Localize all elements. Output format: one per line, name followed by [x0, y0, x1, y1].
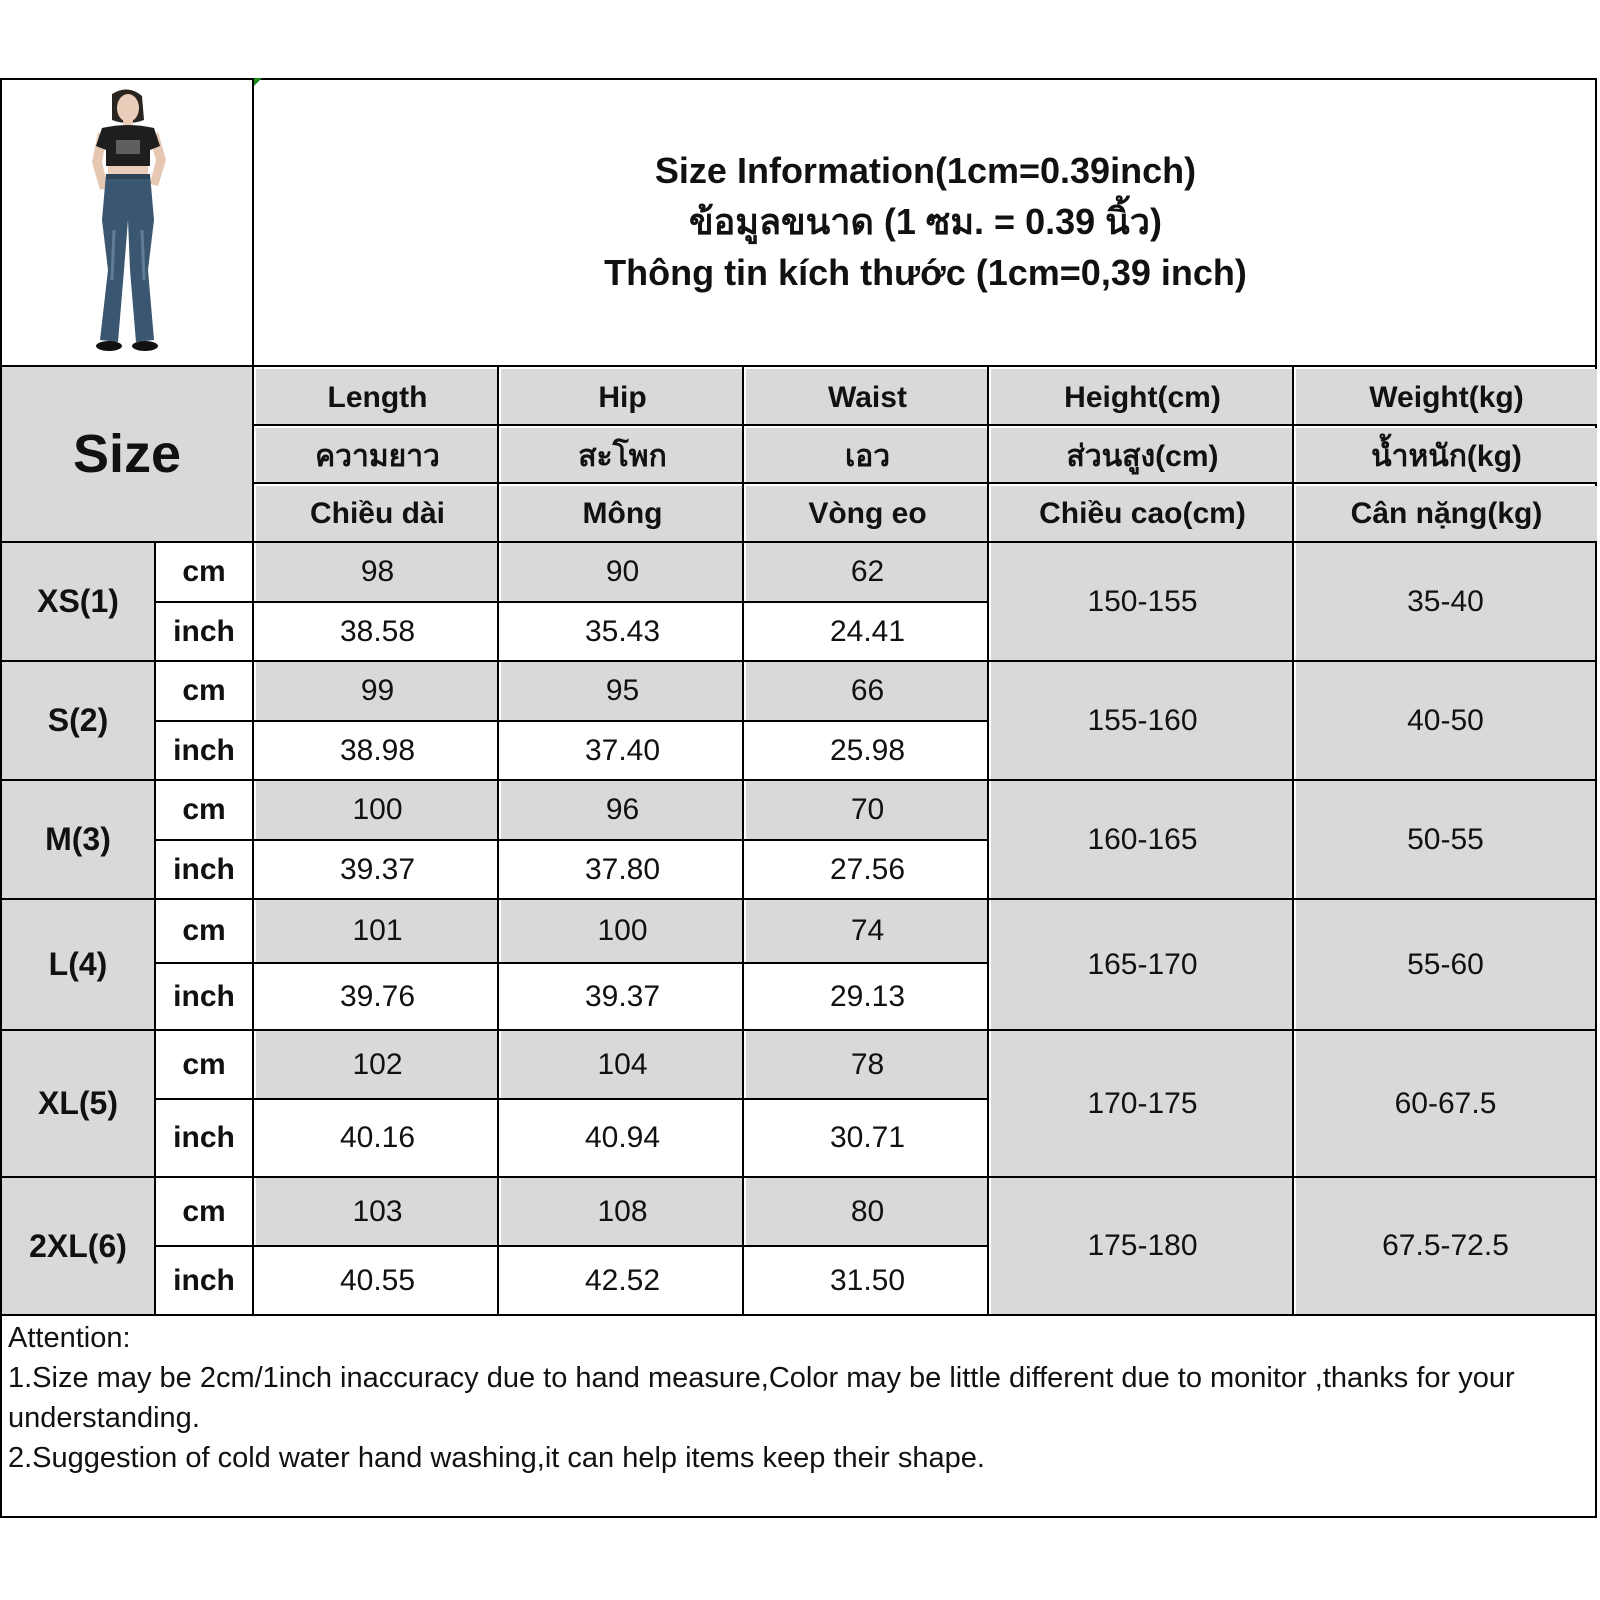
unit-inch: inch	[173, 852, 235, 886]
grid-hline	[154, 1098, 989, 1100]
column-header-en: Hip	[501, 369, 744, 426]
height-range: 175-180	[991, 1178, 1294, 1314]
grid-vline	[742, 365, 744, 1316]
cm-value: 70	[746, 781, 989, 839]
attention-notes	[8, 1318, 1578, 1478]
grid-vline	[1292, 365, 1294, 1316]
column-header-th: น้ำหนัก(kg)	[1296, 428, 1597, 484]
column-header-vi: Vòng eo	[746, 486, 989, 541]
unit-cm: cm	[182, 1194, 226, 1228]
inch-value: 40.55	[339, 1263, 416, 1297]
notes-line-2: 2.Suggestion of cold water hand washing,it can help items keep their shape.	[8, 1442, 985, 1474]
unit-inch: inch	[173, 1263, 235, 1297]
weight-range: 35-40	[1296, 543, 1595, 660]
grid-hline	[254, 424, 1597, 426]
grid-hline	[154, 1245, 989, 1247]
model-figure-image	[2, 80, 252, 364]
height-range: 150-155	[991, 543, 1294, 660]
column-header-th: เอว	[746, 428, 989, 484]
cm-value: 104	[501, 1031, 744, 1098]
column-header-vi: Chiều cao(cm)	[991, 486, 1294, 541]
title-vietnamese: Thông tin kích thước (1cm=0,39 inch)	[604, 251, 1247, 293]
column-header-vi: Chiều dài	[256, 486, 499, 541]
cm-value: 101	[256, 900, 499, 962]
inch-value: 38.98	[339, 733, 416, 767]
size-label: S(2)	[2, 662, 154, 779]
column-header-vi: Mông	[501, 486, 744, 541]
grid-hline	[154, 720, 989, 722]
inch-value: 39.37	[584, 979, 661, 1013]
weight-range: 40-50	[1296, 662, 1595, 779]
unit-cm: cm	[182, 555, 226, 588]
cm-value: 90	[501, 543, 744, 601]
title-thai: ข้อมูลขนาด (1 ซม. = 0.39 นิ้ว)	[689, 200, 1162, 242]
inch-value: 25.98	[829, 733, 906, 767]
cm-value: 102	[256, 1031, 499, 1098]
inch-value: 24.41	[829, 614, 906, 648]
unit-inch: inch	[173, 979, 235, 1013]
grid-hline	[0, 1314, 1597, 1316]
notes-line-1: 1.Size may be 2cm/1inch inaccuracy due to hand measure,Color may be little different due to monitor ,thanks for your understanding.	[8, 1362, 1515, 1434]
grid-hline	[0, 1176, 1597, 1178]
cm-value: 66	[746, 662, 989, 720]
column-header-en: Waist	[746, 369, 989, 426]
cm-value: 80	[746, 1178, 989, 1245]
cm-value: 99	[256, 662, 499, 720]
size-label: XS(1)	[2, 543, 154, 660]
cm-value: 74	[746, 900, 989, 962]
unit-cm: cm	[182, 1047, 226, 1081]
inch-value: 37.40	[584, 733, 661, 767]
product-photo	[2, 80, 252, 364]
unit-cm: cm	[182, 674, 226, 707]
weight-range: 67.5-72.5	[1296, 1178, 1595, 1314]
cm-value: 103	[256, 1178, 499, 1245]
title-english: Size Information(1cm=0.39inch)	[654, 149, 1197, 191]
size-label: XL(5)	[2, 1031, 154, 1176]
inch-value: 38.58	[339, 614, 416, 648]
inch-value: 39.37	[339, 852, 416, 886]
size-label: 2XL(6)	[2, 1178, 154, 1314]
weight-range: 55-60	[1296, 900, 1595, 1029]
height-range: 160-165	[991, 781, 1294, 898]
grid-hline	[0, 660, 1597, 662]
cm-value: 62	[746, 543, 989, 601]
inch-value: 31.50	[829, 1263, 906, 1297]
grid-hline	[0, 541, 1597, 543]
column-header-th: ส่วนสูง(cm)	[991, 428, 1294, 484]
height-range: 165-170	[991, 900, 1294, 1029]
grid-vline	[497, 365, 499, 1316]
column-header-th: ความยาว	[256, 428, 499, 484]
inch-value: 27.56	[829, 852, 906, 886]
grid-vline	[252, 78, 254, 1316]
chart-title	[254, 78, 1597, 364]
unit-cm: cm	[182, 793, 226, 826]
size-label: M(3)	[2, 781, 154, 898]
inch-value: 42.52	[584, 1263, 661, 1297]
inch-value: 30.71	[829, 1121, 906, 1154]
column-header-en: Weight(kg)	[1296, 369, 1597, 426]
weight-range: 60-67.5	[1296, 1031, 1595, 1176]
inch-value: 29.13	[829, 979, 906, 1013]
cm-value: 100	[501, 900, 744, 962]
cm-value: 98	[256, 543, 499, 601]
size-header: Size	[2, 367, 252, 541]
cm-value: 100	[256, 781, 499, 839]
grid-hline	[0, 1029, 1597, 1031]
column-header-vi: Cân nặng(kg)	[1296, 486, 1597, 541]
unit-cm: cm	[182, 914, 226, 947]
height-range: 170-175	[991, 1031, 1294, 1176]
grid-hline	[154, 601, 989, 603]
size-label: L(4)	[2, 900, 154, 1029]
weight-range: 50-55	[1296, 781, 1595, 898]
grid-hline	[0, 779, 1597, 781]
cm-value: 95	[501, 662, 744, 720]
grid-hline	[0, 365, 1597, 367]
column-header-th: สะโพก	[501, 428, 744, 484]
grid-hline	[154, 962, 989, 964]
height-range: 155-160	[991, 662, 1294, 779]
grid-vline	[154, 541, 156, 1316]
inch-value: 40.16	[339, 1121, 416, 1154]
inch-value: 40.94	[584, 1121, 661, 1154]
unit-inch: inch	[173, 1121, 235, 1154]
cm-value: 96	[501, 781, 744, 839]
notes-heading: Attention:	[8, 1322, 131, 1354]
grid-hline	[0, 898, 1597, 900]
inch-value: 39.76	[339, 979, 416, 1013]
inch-value: 37.80	[584, 852, 661, 886]
grid-hline	[254, 482, 1597, 484]
column-header-en: Length	[256, 369, 499, 426]
cm-value: 108	[501, 1178, 744, 1245]
grid-vline	[987, 365, 989, 1316]
grid-hline	[154, 839, 989, 841]
unit-inch: inch	[173, 614, 235, 648]
column-header-en: Height(cm)	[991, 369, 1294, 426]
unit-inch: inch	[173, 733, 235, 767]
cm-value: 78	[746, 1031, 989, 1098]
inch-value: 35.43	[584, 614, 661, 648]
